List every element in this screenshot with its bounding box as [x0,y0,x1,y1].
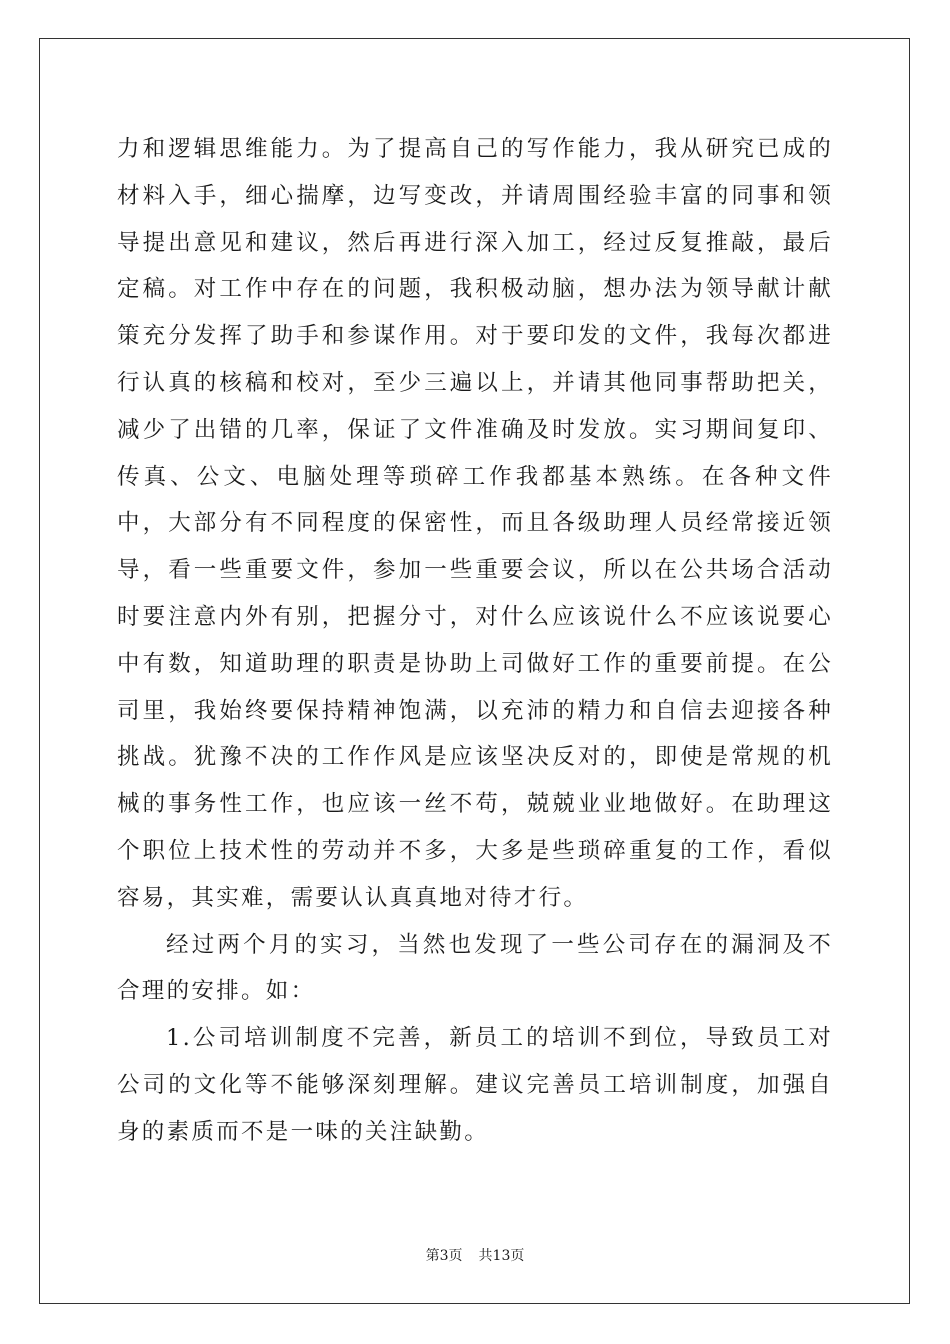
paragraph-2: 经过两个月的实习，当然也发现了一些公司存在的漏洞及不合理的安排。如： [117,931,833,1005]
page-total: 共13页 [478,1248,525,1264]
document-body [117,126,833,1156]
paragraph-1: 力和逻辑思维能力。为了提高自己的写作能力，我从研究已成的材料入手，细心揣摩，边写变改，并请周围经验丰富的同事和领导提出意见和建议，然后再进行深入加工，经过反复推敲，最后定稿。对工作中存在的问题，我积极动脑，想办法为领导献计献策充分发挥了助手和参谋作用。对于要印发的文件，我每次都进行认真的核稿和校对，至少三遍以上，并请其他同事帮助把关，减少了出错的几率，保证了文件准确及时发放。实习期间复印、传真、公文、电脑处理等琐碎工作我都基本熟练。在各种文件中，大部分有不同程度的保密性，而且各级助理人员经常接近领导，看一些重要文件，参加一些重要会议，所以在公共场合活动时要注意内外有别，把握分寸，对什么应该说什么不应该说要心中有数，知道助理的职责是协助上司做好工作的重要前提。在公司里，我始终要保持精神饱满，以充沛的精力和自信去迎接各种挑战。犹豫不决的工作作风是应该坚决反对的，即使是常规的机械的事务性工作，也应该一丝不苟，兢兢业业地做好。在助理这个职位上技术性的劳动并不多，大多是些琐碎重复的工作，看似容易，其实难，需要认认真真地对待才行。 [117,136,833,911]
page-number: 第3页 [425,1248,463,1264]
paragraph-3: 1.公司培训制度不完善，新员工的培训不到位，导致员工对公司的文化等不能够深刻理解。建议完善员工培训制度，加强自身的素质而不是一味的关注缺勤。 [117,1025,833,1145]
page-footer [0,1246,950,1266]
